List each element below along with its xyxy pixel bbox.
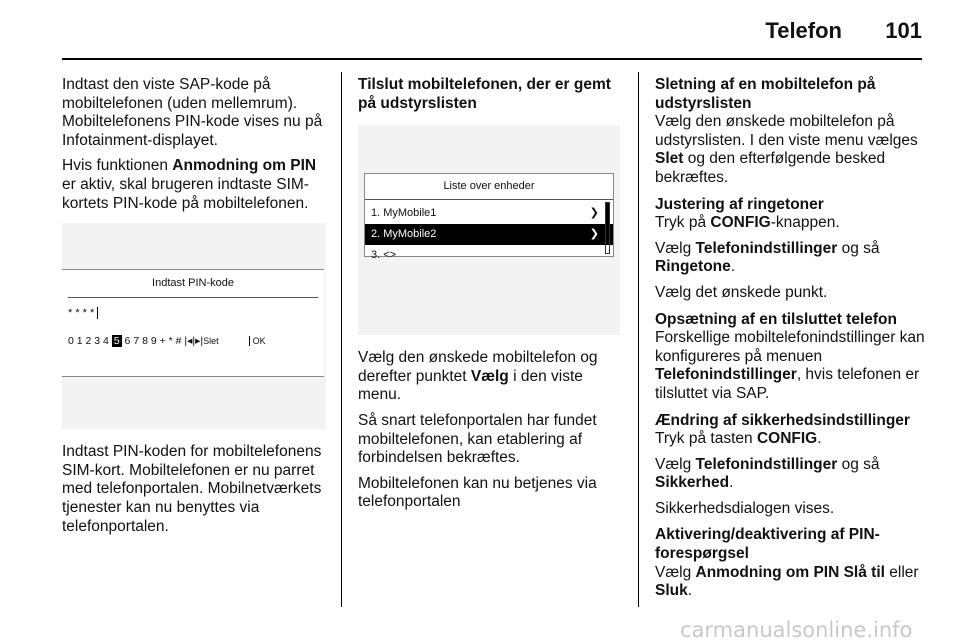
text: Hvis funktionen	[62, 157, 173, 175]
text: , hvis telefonen er tilsluttet via SAP.	[655, 366, 920, 402]
page-header	[0, 0, 960, 60]
pin-entry-text: * * * *	[68, 306, 95, 319]
text-bold: Ringetone	[655, 258, 731, 276]
text: og så	[837, 239, 880, 257]
divider	[365, 199, 613, 200]
text: Tryk på	[655, 214, 711, 232]
paragraph	[655, 456, 925, 493]
section-heading: Opsætning af en tilsluttet telefon	[655, 310, 897, 328]
list-item-label: 2. MyMobile2	[371, 227, 437, 240]
section-heading: Aktivering/deaktivering af PIN-forespørgsel	[655, 526, 880, 563]
paragraph	[655, 240, 925, 277]
text-bold: CONFIG	[756, 430, 818, 448]
section-heading: Tilslut mobiltelefonen, der er gemt på udstyrslisten	[358, 76, 611, 112]
page-number: 101	[885, 18, 922, 43]
list-item-label: 3. <>	[371, 248, 397, 261]
paragraph	[655, 113, 925, 187]
text-bold: Telefonindstillinger	[695, 455, 838, 473]
section-heading: Justering af ringetoner	[655, 195, 824, 213]
list-item[interactable]	[365, 203, 613, 224]
text: er aktiv, skal brugeren indtaste SIM-kortets PIN-kode på mobiltelefonen.	[62, 175, 309, 212]
text-bold: Sikkerhed	[655, 474, 730, 492]
delete-key: Slet	[203, 336, 219, 347]
chevron-right-icon: ❯	[589, 206, 599, 219]
paragraph	[655, 214, 925, 233]
text-bold: Telefonindstillinger	[695, 239, 838, 257]
text: Vælg den ønskede mobiltelefon og derefter punktet	[358, 349, 598, 385]
column-divider-2	[638, 72, 639, 607]
scrollbar[interactable]	[605, 202, 610, 254]
watermark: carmanualsonline.info	[680, 618, 913, 642]
text: .	[817, 430, 822, 448]
paragraph: Indtast den viste SAP-kode på mobiltelefonen (uden mellemrum). Mobiltelefonens PIN-kode vises nu på Infotainment-displayet.	[62, 76, 323, 149]
pin-screen-figure	[62, 223, 326, 429]
paragraph: Vælg det ønskede punkt.	[655, 283, 828, 301]
digits: 0 1 2 3 4	[68, 335, 112, 348]
ok-key: OK	[249, 336, 266, 346]
text: Tryk på tasten	[655, 430, 757, 448]
scrollbar-thumb[interactable]	[606, 203, 609, 231]
list-item[interactable]	[365, 245, 613, 266]
paragraph	[62, 157, 328, 213]
text: Vælg	[655, 563, 696, 581]
section-heading: Ændring af sikkerhedsindstillinger	[655, 411, 910, 429]
text: Vælg den ønskede mobiltelefon på udstyrslisten. I den viste menu vælges	[655, 113, 918, 149]
text: Vælg	[655, 239, 696, 257]
text-bold: Slet	[655, 150, 684, 168]
text: eller	[884, 563, 919, 581]
text: Forskellige mobiltelefonindstillinger kan konfigureres på menuen	[655, 329, 925, 365]
text: -knappen.	[770, 214, 840, 232]
paragraph: Så snart telefonportalen har fundet mobiltelefonen, kan etablering af forbindelsen bekræftes.	[358, 411, 597, 467]
section-heading: Sletning af en mobiltelefon på udstyrslisten	[655, 76, 876, 112]
paragraph	[655, 430, 925, 449]
device-list-title: Liste over enheder	[443, 180, 535, 193]
text: .	[729, 474, 734, 492]
paragraph	[358, 349, 624, 405]
text: .	[687, 582, 693, 600]
pin-display-title: Indtast PIN-kode	[152, 277, 234, 290]
digits: 6 7 8 9 + * # |◂|▸|	[121, 335, 204, 348]
page-title: Telefon	[765, 18, 842, 43]
paragraph	[655, 329, 925, 403]
column-1	[62, 76, 328, 543]
list-item[interactable]	[365, 224, 613, 245]
paragraph: Mobiltelefonen kan nu betjenes via telefonportalen	[358, 474, 597, 511]
digit-keypad	[68, 332, 266, 351]
column-divider-1	[341, 72, 342, 607]
header-rule	[62, 58, 922, 60]
text: Vælg	[655, 455, 696, 473]
text-bold: Anmodning om PIN	[172, 157, 317, 175]
column-3	[655, 76, 925, 608]
text-bold: Telefonindstillinger	[655, 366, 797, 384]
list-item-label: 1. MyMobile1	[371, 206, 437, 219]
text: .	[730, 258, 736, 276]
column-2	[358, 76, 624, 519]
chevron-right-icon: ❯	[589, 227, 599, 240]
paragraph	[655, 564, 925, 601]
paragraph: Indtast PIN-koden for mobiltelefonens SIM-kort. Mobiltelefonen er nu parret med telefonportalen. Mobilnetværkets tjenester kan nu benyttes via telefonportalen.	[62, 443, 322, 535]
device-list-figure	[358, 125, 620, 335]
selected-digit: 5	[113, 335, 120, 348]
pin-entry-field	[62, 298, 324, 323]
pin-display	[62, 269, 324, 377]
text-bold: Sluk	[655, 582, 688, 600]
device-list-display	[364, 173, 614, 261]
text-bold: Anmodning om PIN Slå til	[695, 563, 885, 581]
text: og så	[837, 455, 880, 473]
text: i den viste menu.	[358, 367, 583, 404]
paragraph: Sikkerhedsdialogen vises.	[655, 499, 835, 517]
text-bold: Vælg	[470, 367, 509, 385]
text-bold: CONFIG	[710, 214, 771, 232]
text: og den efterfølgende besked bekræftes.	[655, 150, 886, 186]
